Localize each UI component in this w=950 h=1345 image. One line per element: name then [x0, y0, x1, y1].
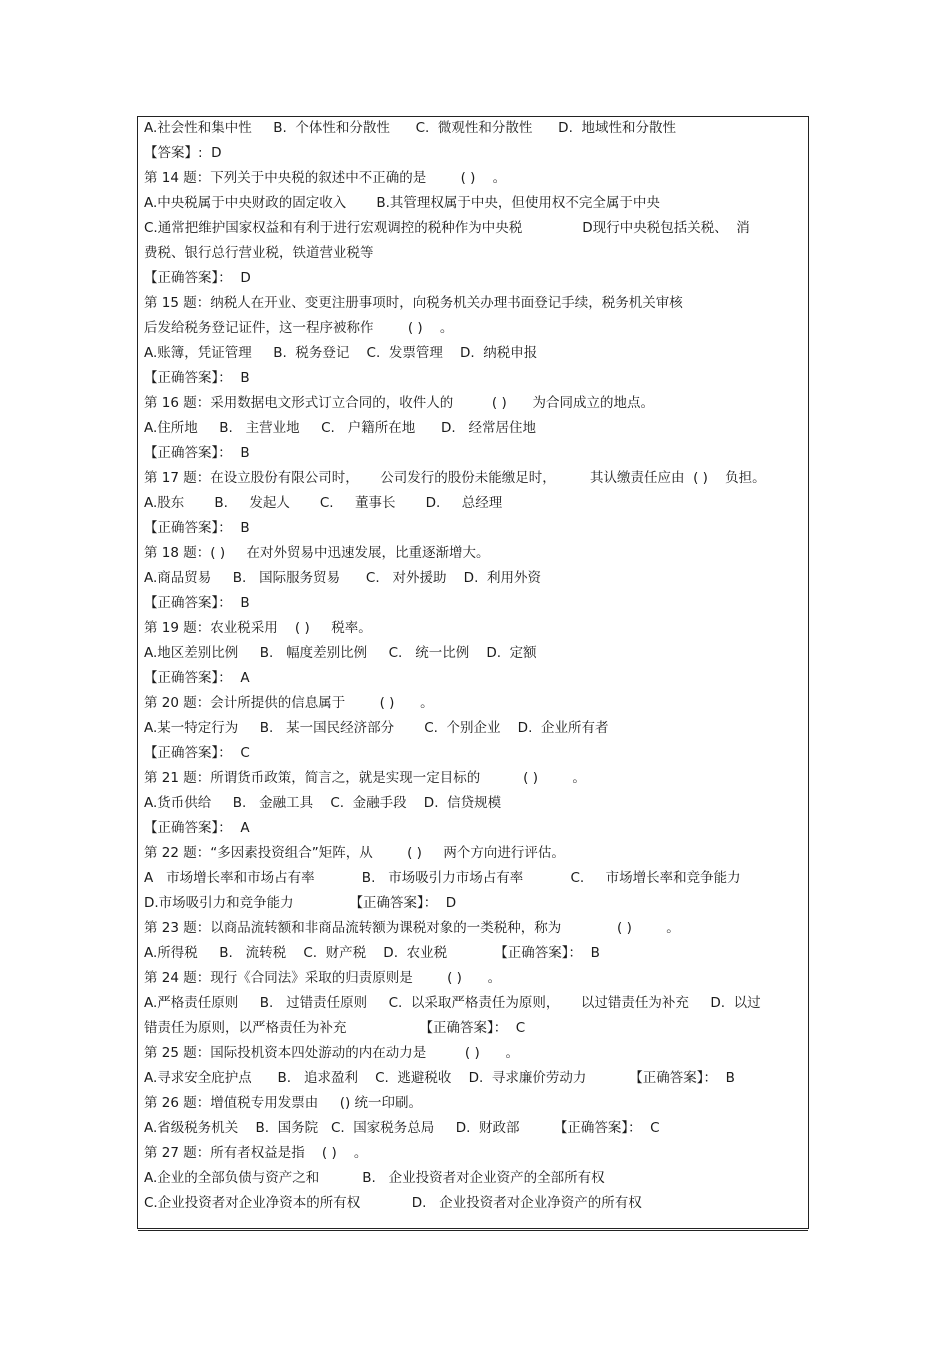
text-line: 第 19 题：农业税采用 ( ) 税率。 — [144, 620, 372, 636]
text-line: 第 26 题：增值税专用发票由 () 统一印刷。 — [144, 1095, 423, 1111]
text-line: 【正确答案】： A — [144, 820, 250, 836]
text-line: A.某一特定行为 B. 某一国民经济部分 C. 个别企业 D. 企业所有者 — [144, 720, 609, 736]
text-line: 第 24 题：现行《合同法》采取的归责原则是 ( ) 。 — [144, 970, 502, 986]
text-line: A.股东 B. 发起人 C. 董事长 D. 总经理 — [144, 495, 503, 511]
text-line: A.地区差别比例 B. 幅度差别比例 C. 统一比例 D. 定额 — [144, 645, 537, 661]
text-line: A.账簿，凭证管理 B. 税务登记 C. 发票管理 D. 纳税申报 — [144, 345, 538, 361]
text-line: A.商品贸易 B. 国际服务贸易 C. 对外援助 D. 利用外资 — [144, 570, 541, 586]
text-line: 第 23 题：以商品流转额和非商品流转额为课税对象的一类税种，称为 ( ) 。 — [144, 920, 680, 936]
text-line: 第 25 题：国际投机资本四处游动的内在动力是 ( ) 。 — [144, 1045, 519, 1061]
text-line: A.企业的全部负债与资产之和 B. 企业投资者对企业资产的全部所有权 — [144, 1170, 605, 1186]
text-line: 第 15 题：纳税人在开业、变更注册事项时，向税务机关办理书面登记手续，税务机关审核 — [144, 295, 683, 311]
text-line: 【正确答案】： B — [144, 445, 250, 461]
text-line: D.市场吸引力和竞争能力 【正确答案】： D — [144, 895, 457, 911]
text-line: 【正确答案】： B — [144, 520, 250, 536]
text-line: A.中央税属于中央财政的固定收入 B.其管理权属于中央，但使用权不完全属于中央 — [144, 195, 660, 211]
text-line: C.通常把维护国家权益和有利于进行宏观调控的税种作为中央税 D现行中央税包括关税、 消 — [144, 220, 750, 236]
text-line: 错责任为原则，以严格责任为补充 【正确答案】： C — [144, 1020, 526, 1036]
text-line: 第 14 题：下列关于中央税的叙述中不正确的是 ( ) 。 — [144, 170, 507, 186]
text-line: 【答案】: D — [144, 145, 222, 161]
text-line: 【正确答案】： A — [144, 670, 250, 686]
text-line: A.住所地 B. 主营业地 C. 户籍所在地 D. 经常居住地 — [144, 420, 537, 436]
text-line: A.寻求安全庇护点 B. 追求盈利 C. 逃避税收 D. 寻求廉价劳动力 【正确答案】： B — [144, 1070, 735, 1086]
text-line: A.所得税 B. 流转税 C. 财产税 D. 农业税 【正确答案】： B — [144, 945, 600, 961]
text-line: A.严格责任原则 B. 过错责任原则 C. 以采取严格责任为原则， 以过错责任为补充 D. 以过 — [144, 995, 761, 1011]
text-line: 【正确答案】： C — [144, 745, 250, 761]
text-line: 第 20 题：会计所提供的信息属于 ( ) 。 — [144, 695, 434, 711]
text-line: A.社会性和集中性 B. 个体性和分散性 C. 微观性和分散性 D. 地域性和分散性 — [144, 120, 676, 136]
text-line: 第 16 题：采用数据电文形式订立合同的，收件人的 ( ) 为合同成立的地点。 — [144, 395, 654, 411]
text-line: A.省级税务机关 B. 国务院 C. 国家税务总局 D. 财政部 【正确答案】： C — [144, 1120, 660, 1136]
text-line: 第 17 题：在设立股份有限公司时， 公司发行的股份未能缴足时， 其认缴责任应由 ( ) 负担。 — [144, 470, 766, 486]
text-line: 【正确答案】： B — [144, 595, 250, 611]
text-line: 第 18 题：( ) 在对外贸易中迅速发展，比重逐渐增大。 — [144, 545, 490, 561]
text-line: A.货币供给 B. 金融工具 C. 金融手段 D. 信贷规模 — [144, 795, 502, 811]
text-line: 后发给税务登记证件，这一程序被称作 ( ) 。 — [144, 320, 454, 336]
text-line: 第 27 题：所有者权益是指 ( ) 。 — [144, 1145, 368, 1161]
text-line: C.企业投资者对企业净资本的所有权 D. 企业投资者对企业净资产的所有权 — [144, 1195, 642, 1211]
text-line: 第 21 题：所谓货币政策，简言之，就是实现一定目标的 ( ) 。 — [144, 770, 586, 786]
text-line: 【正确答案】： D — [144, 270, 251, 286]
document-body — [144, 116, 809, 1216]
text-line: 费税、银行总行营业税，铁道营业税等 — [144, 245, 374, 261]
text-line: A 市场增长率和市场占有率 B. 市场吸引力市场占有率 C. 市场增长率和竞争能力 — [144, 870, 741, 886]
text-line: 【正确答案】： B — [144, 370, 250, 386]
text-line: 第 22 题：“多因素投资组合”矩阵，从 ( ) 两个方向进行评估。 — [144, 845, 565, 861]
